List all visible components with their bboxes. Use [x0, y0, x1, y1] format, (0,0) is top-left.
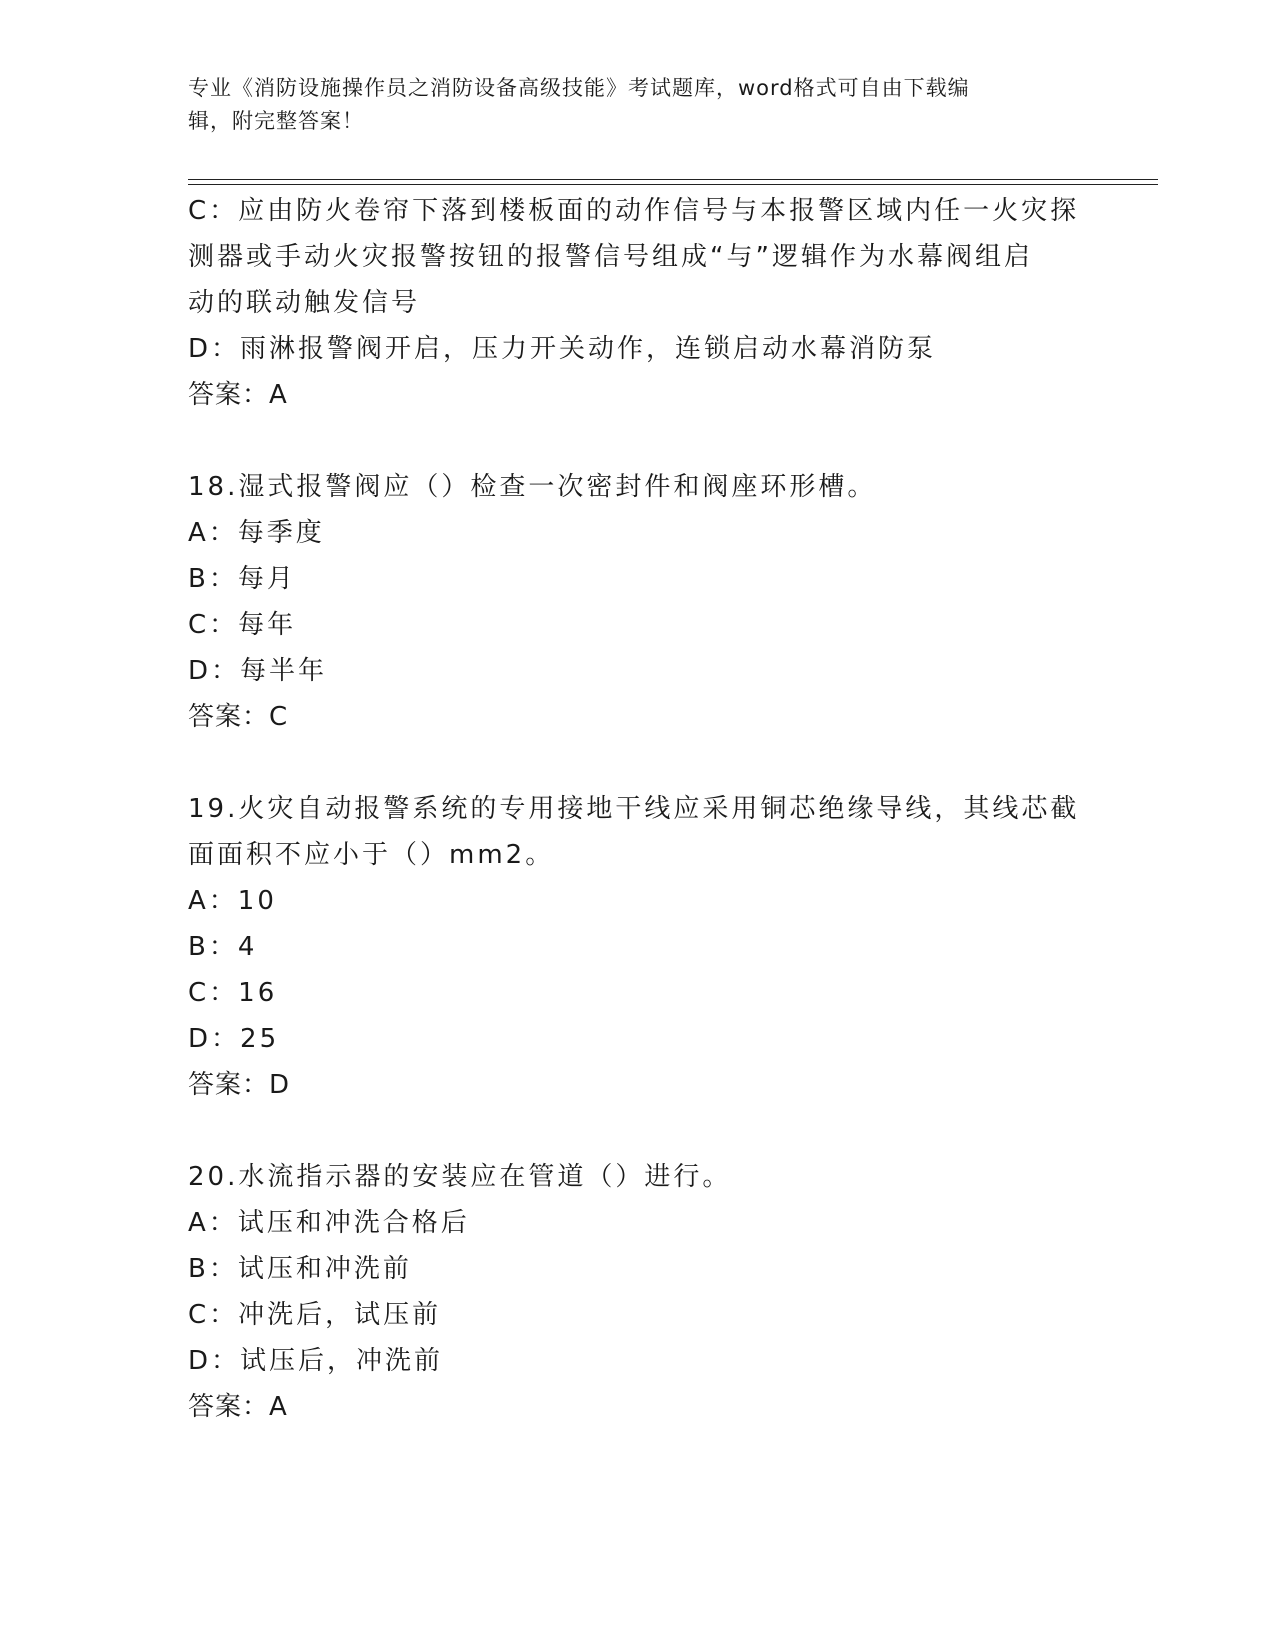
option-d: D：25 — [188, 1024, 280, 1054]
question-stem-line-2: 面面积不应小于（）mm2。 — [188, 840, 555, 870]
question-20 — [188, 1154, 1088, 1430]
answer: 答案：C — [188, 702, 289, 732]
option-b: B：试压和冲洗前 — [188, 1254, 412, 1284]
option-c-line-3: 动的联动触发信号 — [188, 288, 421, 318]
option-a: A：每季度 — [188, 518, 325, 548]
option-c-line-2: 测器或手动火灾报警按钮的报警信号组成“与”逻辑作为水幕阀组启 — [188, 242, 1033, 272]
header-line-2: 辑，附完整答案！ — [188, 109, 364, 133]
spacer — [188, 740, 1088, 786]
question-stem: 18.湿式报警阀应（）检查一次密封件和阀座环形槽。 — [188, 472, 877, 502]
header-rule-bottom — [188, 184, 1158, 185]
option-c-line-1: C：应由防火卷帘下落到楼板面的动作信号与本报警区域内任一火灾探 — [188, 196, 1080, 226]
option-c: C：冲洗后，试压前 — [188, 1300, 442, 1330]
option-d: D：雨淋报警阀开启，压力开关动作，连锁启动水幕消防泵 — [188, 334, 937, 364]
question-stem-line-1: 19.火灾自动报警系统的专用接地干线应采用铜芯绝缘导线，其线芯截 — [188, 794, 1080, 824]
answer: 答案：A — [188, 380, 288, 410]
answer: 答案：D — [188, 1070, 291, 1100]
option-a: A：10 — [188, 886, 277, 916]
question-18 — [188, 464, 1088, 740]
question-17-tail — [188, 188, 1088, 418]
option-c: C：16 — [188, 978, 278, 1008]
header-rule-top — [188, 179, 1158, 180]
header-line-1: 专业《消防设施操作员之消防设备高级技能》考试题库，word格式可自由下载编 — [188, 76, 970, 100]
spacer — [188, 1108, 1088, 1154]
option-d: D：每半年 — [188, 656, 328, 686]
option-d: D：试压后，冲洗前 — [188, 1346, 444, 1376]
option-c: C：每年 — [188, 610, 297, 640]
option-a: A：试压和冲洗合格后 — [188, 1208, 470, 1238]
spacer — [188, 418, 1088, 464]
option-b: B：每月 — [188, 564, 296, 594]
option-b: B：4 — [188, 932, 258, 962]
question-stem: 20.水流指示器的安装应在管道（）进行。 — [188, 1162, 732, 1192]
document-header — [188, 72, 1068, 138]
answer: 答案：A — [188, 1392, 288, 1422]
question-19 — [188, 786, 1088, 1108]
question-list — [188, 188, 1088, 1430]
